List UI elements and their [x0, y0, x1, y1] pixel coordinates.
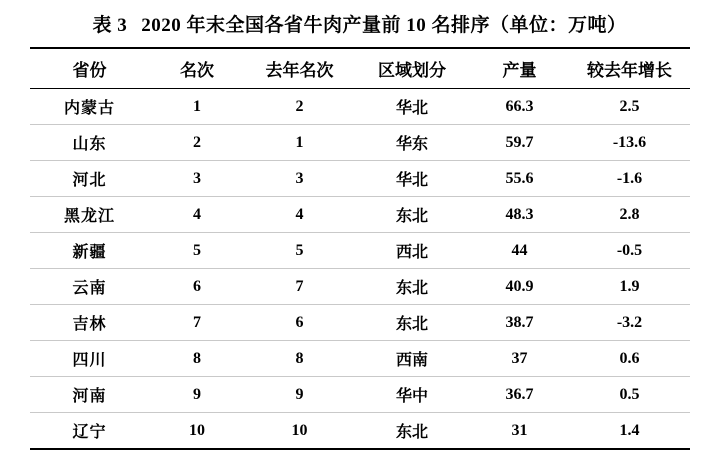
cell-growth: 2.8 — [570, 197, 690, 233]
table-row — [30, 269, 690, 305]
cell-output: 36.7 — [470, 377, 570, 413]
cell-rank: 3 — [150, 161, 245, 197]
column-header-growth: 较去年增长 — [570, 48, 690, 89]
cell-output: 48.3 — [470, 197, 570, 233]
cell-output: 38.7 — [470, 305, 570, 341]
table-row — [30, 89, 690, 125]
cell-growth: -3.2 — [570, 305, 690, 341]
cell-last-rank: 6 — [245, 305, 355, 341]
cell-rank: 9 — [150, 377, 245, 413]
cell-last-rank: 4 — [245, 197, 355, 233]
cell-growth: 0.5 — [570, 377, 690, 413]
cell-growth: 1.9 — [570, 269, 690, 305]
cell-region: 华中 — [355, 377, 470, 413]
column-header-output: 产量 — [470, 48, 570, 89]
cell-province: 河北 — [30, 161, 150, 197]
cell-rank: 4 — [150, 197, 245, 233]
cell-rank: 1 — [150, 89, 245, 125]
cell-region: 东北 — [355, 197, 470, 233]
beef-output-ranking-table — [30, 47, 690, 450]
cell-rank: 10 — [150, 413, 245, 450]
cell-last-rank: 8 — [245, 341, 355, 377]
cell-last-rank: 2 — [245, 89, 355, 125]
cell-rank: 7 — [150, 305, 245, 341]
cell-output: 59.7 — [470, 125, 570, 161]
cell-growth: -13.6 — [570, 125, 690, 161]
cell-province: 辽宁 — [30, 413, 150, 450]
table-row — [30, 377, 690, 413]
table-row — [30, 197, 690, 233]
cell-rank: 6 — [150, 269, 245, 305]
cell-province: 内蒙古 — [30, 89, 150, 125]
cell-province: 吉林 — [30, 305, 150, 341]
cell-region: 东北 — [355, 413, 470, 450]
table-row — [30, 233, 690, 269]
cell-last-rank: 3 — [245, 161, 355, 197]
cell-rank: 8 — [150, 341, 245, 377]
cell-province: 河南 — [30, 377, 150, 413]
cell-last-rank: 5 — [245, 233, 355, 269]
table-header-row — [30, 48, 690, 89]
cell-last-rank: 9 — [245, 377, 355, 413]
cell-region: 华北 — [355, 161, 470, 197]
cell-region: 东北 — [355, 305, 470, 341]
column-header-province: 省份 — [30, 48, 150, 89]
cell-growth: -1.6 — [570, 161, 690, 197]
cell-growth: 2.5 — [570, 89, 690, 125]
table-title-text: 2020 年末全国各省牛肉产量前 10 名排序（单位：万吨） — [141, 15, 627, 36]
column-header-rank: 名次 — [150, 48, 245, 89]
cell-rank: 5 — [150, 233, 245, 269]
table-title — [0, 0, 719, 47]
cell-last-rank: 10 — [245, 413, 355, 450]
table-row — [30, 341, 690, 377]
cell-province: 四川 — [30, 341, 150, 377]
table-row — [30, 161, 690, 197]
cell-rank: 2 — [150, 125, 245, 161]
cell-province: 黑龙江 — [30, 197, 150, 233]
table-row — [30, 305, 690, 341]
cell-output: 55.6 — [470, 161, 570, 197]
cell-growth: 0.6 — [570, 341, 690, 377]
cell-province: 山东 — [30, 125, 150, 161]
cell-output: 66.3 — [470, 89, 570, 125]
cell-region: 西南 — [355, 341, 470, 377]
cell-region: 华东 — [355, 125, 470, 161]
cell-last-rank: 7 — [245, 269, 355, 305]
cell-province: 云南 — [30, 269, 150, 305]
cell-region: 西北 — [355, 233, 470, 269]
table-row — [30, 125, 690, 161]
table-title-label: 表 3 — [92, 15, 128, 36]
cell-last-rank: 1 — [245, 125, 355, 161]
cell-output: 37 — [470, 341, 570, 377]
cell-growth: -0.5 — [570, 233, 690, 269]
table-body — [30, 89, 690, 450]
cell-region: 华北 — [355, 89, 470, 125]
cell-province: 新疆 — [30, 233, 150, 269]
cell-region: 东北 — [355, 269, 470, 305]
column-header-region: 区域划分 — [355, 48, 470, 89]
cell-output: 31 — [470, 413, 570, 450]
cell-output: 40.9 — [470, 269, 570, 305]
cell-output: 44 — [470, 233, 570, 269]
cell-growth: 1.4 — [570, 413, 690, 450]
column-header-last-rank: 去年名次 — [245, 48, 355, 89]
